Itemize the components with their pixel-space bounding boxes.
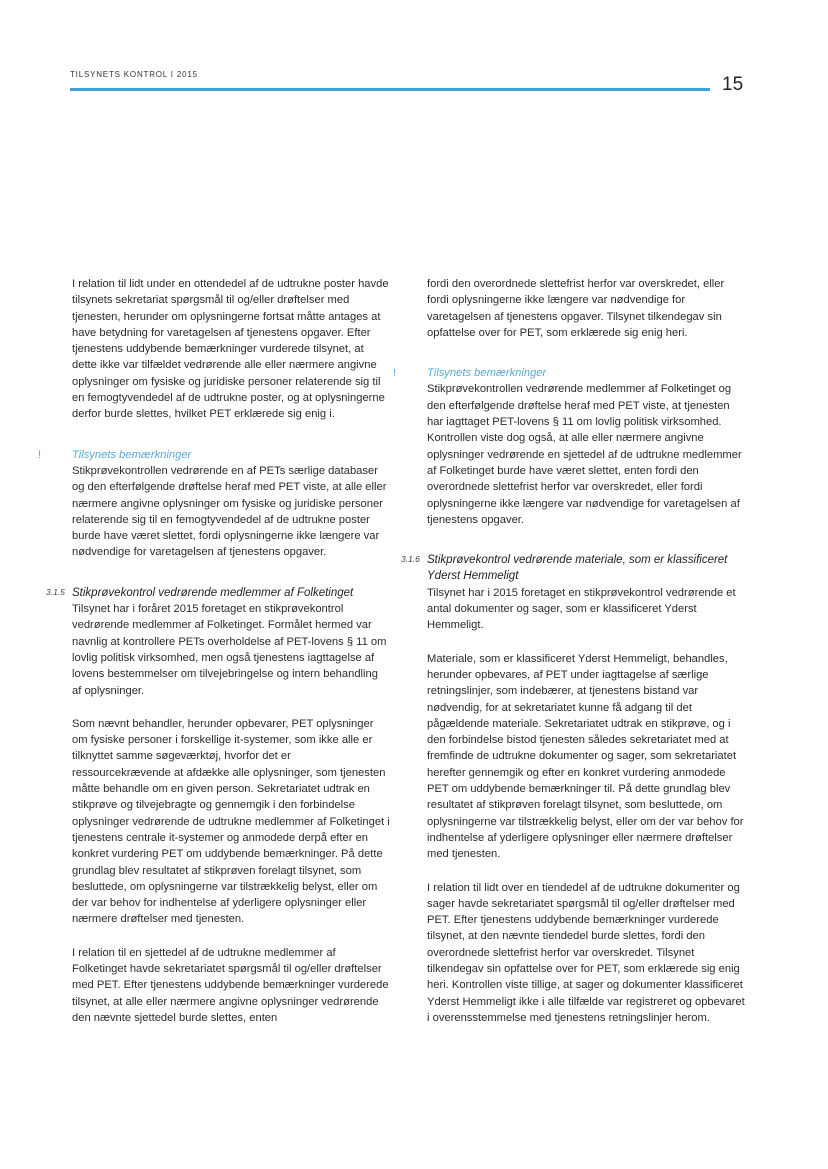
remark-text: Stikprøvekontrollen vedrørende en af PETs særlige databaser og den efterfølgende drøftelse heraf med PET viste, at alle eller nærmere angivne oplysninger om fysiske og juridiske personer relaterende sig til en femogtyvendedel af de udtrukne poster burde have været slettet, fordi oplysningerne ikke længere var nødvendige for varetagelsen af tjenestens opgaver. xyxy=(72,464,387,559)
remark-heading xyxy=(38,447,390,463)
section-number: 3.1.6 xyxy=(401,554,420,565)
body-paragraph: Tilsynet har i 2015 foretaget en stikprøvekontrol vedrørende et antal dokumenter og sager, som er klassificeret Yderst Hemmeligt. xyxy=(427,586,736,632)
body-paragraph: I relation til en sjettedel af de udtrukne medlemmer af Folketinget havde sekretariatet spørgsmål til og/eller drøftelser med PET. Efter tjenestens uddybende bemærkninger vurderede tilsynet, at alle eller nærmere angivne oplysninger vedrørende den nævnte sjettedel burde slettes, enten xyxy=(72,946,389,1024)
body-paragraph: I relation til lidt over en tiendedel af de udtrukne dokumenter og sager havde sekretariatet spørgsmål til og/eller drøftelser med PET. Efter tjenestens uddybende bemærkninger vurderede tilsynet, at den nævnte tiendedel burde slettes, fordi den overordnede slettefrist herfor var overskredet. Tilsynet tilkendegav sin opfattelse over for PET, som erklærede sig enig heri. Kontrollen viste tillige, at sager og dokumenter klassificeret Yderst Hemmeligt ikke i alle tilfælde var registreret og opbevaret i overensstemmelse med tjenestens retningslinjer herom. xyxy=(427,881,745,1024)
section-number: 3.1.5 xyxy=(46,586,65,597)
section-title: Stikprøvekontrol vedrørende medlemmer af Folketinget xyxy=(72,586,354,599)
body-paragraph: Tilsynet har i foråret 2015 foretaget en stikprøvekontrol vedrørende medlemmer af Folketinget. Formålet hermed var navnlig at kontrollere PETs overholdelse af PET-lovens § 11 om lovlig politisk virksomhed, men også tjenestens iagttagelse af lovens bestemmelser om tilvejebringelse og intern behandling af oplysninger. xyxy=(72,603,387,697)
remark-title: Tilsynets bemærkninger xyxy=(427,367,547,380)
remark-text: Stikprøvekontrollen vedrørende medlemmer af Folketinget og den efterfølgende drøftelse heraf med PET viste, at tjenesten har iagttaget PET-lovens § 11 om lovlig politisk virksomhed. Kontrollen viste dog også, at alle eller nærmere angivne oplysninger vedrørende en sjettedel af de udtrukne medlemmer af Folketinget burde have været slettet, enten fordi den overordnede slettefrist herfor var overskredet, eller fordi oplysningerne ikke længere var nødvendige for varetagelsen af tjenestens opgaver. xyxy=(427,383,742,526)
exclamation-icon: ! xyxy=(393,367,397,380)
remark-heading xyxy=(393,365,745,381)
header-rule xyxy=(70,88,710,91)
remark-title: Tilsynets bemærkninger xyxy=(72,448,192,461)
body-paragraph: fordi den overordnede slettefrist herfor var overskredet, eller fordi oplysningerne ikke længere var nødvendige for varetagelsen af tjenestens opgaver. Tilsynet tilkendegav sin opfattelse over for PET, som erklærede sig enig heri. xyxy=(427,278,725,339)
body-paragraph: Som nævnt behandler, herunder opbevarer, PET oplysninger om fysiske personer i forskellige it-systemer, som ikke alle er tilknyttet samme søgeværktøj, hvorfor det er ressourcekrævende at afdække alle oplysninger, som tjenesten måtte behandle om en given person. Sekretariatet udtrak en stikprøve og tilvejebragte og gennemgik i den forbindelse oplysninger vedrørende de udtrukne medlemmer af Folketinget i tjenestens centrale it-systemer og anmodede derpå efter en konkret vurdering PET om uddybende bemærkninger. På dette grundlag blev resultatet af stikprøven forelagt tilsynet, som besluttede, om oplysningerne var tilstrækkelig belyst, eller om der var behov for indhentelse af yderligere oplysninger eller nærmere drøftelser med tjenesten. xyxy=(72,717,390,926)
section-heading xyxy=(401,552,745,585)
section-title: Stikprøvekontrol vedrørende materiale, som er klassificeret Yderst Hemmeligt xyxy=(427,554,728,583)
page-number: 15 xyxy=(722,74,744,95)
body-paragraph: I relation til lidt under en ottendedel af de udtrukne poster havde tilsynets sekretariat spørgsmål til og/eller drøftelser med tjenesten, herunder om oplysningerne fortsat måtte antages at have betydning for varetagelsen af tjenestens opgaver. Efter tjenestens uddybende bemærkninger vurderede tilsynet, at dette ikke var tilfældet vedrørende alle eller nærmere angivne oplysninger om fysiske og juridiske personer relaterende sig til en femogtyvendedel af de udtrukne poster, og at oplysningerne derfor burde slettes, hvilket PET erklærede sig enig i. xyxy=(72,278,389,421)
running-header: TILSYNETS KONTROL I 2015 xyxy=(70,70,198,79)
section-heading xyxy=(46,585,390,601)
right-column xyxy=(393,276,745,1026)
left-column xyxy=(38,276,390,1026)
body-paragraph: Materiale, som er klassificeret Yderst Hemmeligt, behandles, herunder opbevares, af PET under iagttagelse af særlige retningslinjer, som indebærer, at tjenestens bistand var nødvendig, for at sekretariatet kunne få adgang til det pågældende materiale. Sekretariatet udtrak en stikprøve, og i den forbindelse bistod tjenesten således sekretariatet med at fremfinde de udtrukne dokumenter og sager, som sekretariatet herefter gennemgik og efter en konkret vurdering anmodede PET om uddybende bemærkninger til. På dette grundlag blev resultatet af stikprøven forelagt tilsynet, som besluttede, om oplysningerne var tilstrækkelig belyst, eller om der var behov for indhentelse af yderligere oplysninger eller nærmere drøftelser med tjenesten. xyxy=(427,652,744,861)
exclamation-icon: ! xyxy=(38,448,42,461)
